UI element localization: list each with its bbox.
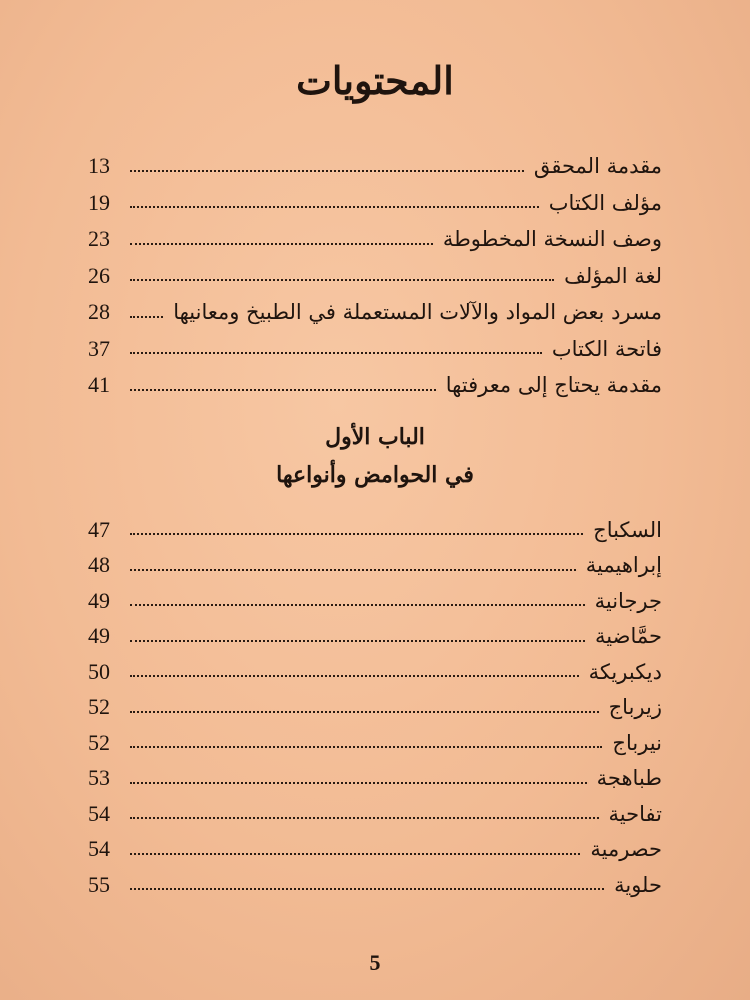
toc-entry [88, 761, 662, 797]
dot-leader [130, 568, 576, 571]
toc-entry-page-number: 52 [88, 729, 110, 755]
toc-entry-label: لغة المؤلف [564, 263, 662, 288]
toc-entry-page-number: 47 [88, 516, 110, 542]
toc-entry [88, 294, 662, 331]
toc-entry [88, 331, 662, 368]
toc-entry [88, 512, 662, 548]
toc-entry-page-number: 50 [88, 658, 110, 684]
chapter-title: الباب الأول [325, 424, 425, 450]
toc-entry [88, 221, 662, 258]
dot-leader [130, 816, 599, 819]
page-title: المحتويات [296, 58, 454, 103]
toc-entry-page-number: 49 [88, 587, 110, 613]
toc-entry-label: جرجانية [594, 588, 662, 613]
dot-leader [130, 710, 599, 713]
toc-entry-label: طباهجة [596, 766, 662, 791]
intro-contents-list [88, 148, 662, 404]
toc-entry-page-number: 19 [88, 189, 110, 215]
toc-entry-page-number: 54 [88, 800, 110, 826]
dot-leader [130, 351, 542, 354]
toc-entry [88, 185, 662, 222]
page-number: 5 [369, 950, 381, 975]
chapter-subtitle: في الحوامض وأنواعها [276, 462, 474, 488]
toc-entry-page-number: 23 [88, 226, 110, 252]
toc-entry-label: ديكبريكة [588, 659, 662, 684]
dot-leader [130, 603, 585, 606]
dot-leader [130, 781, 587, 784]
dot-leader [130, 852, 580, 855]
toc-entry [88, 583, 662, 619]
dot-leader [130, 887, 604, 890]
toc-entry-label: مسرد بعض المواد والآلات المستعملة في الطبيخ ومعانيها [173, 300, 662, 325]
toc-entry-label: حصرمية [590, 837, 662, 862]
toc-entry [88, 148, 662, 185]
toc-entry-label: مقدمة المحقق [533, 154, 662, 179]
toc-entry [88, 367, 662, 404]
toc-entry-label: السكباج [593, 517, 662, 542]
toc-entry [88, 796, 662, 832]
toc-entry [88, 654, 662, 690]
toc-entry [88, 725, 662, 761]
toc-entry-label: زيرباج [608, 695, 662, 720]
toc-entry-page-number: 55 [88, 871, 110, 897]
toc-entry-page-number: 53 [88, 765, 110, 791]
dot-leader [130, 674, 579, 677]
toc-entry-page-number: 13 [88, 153, 110, 179]
toc-entry-page-number: 37 [88, 335, 110, 361]
dot-leader [130, 639, 585, 642]
toc-entry [88, 867, 662, 903]
toc-entry-label: إبراهيمية [585, 553, 662, 578]
dot-leader [130, 388, 436, 391]
toc-entry [88, 619, 662, 655]
toc-entry [88, 832, 662, 868]
dot-leader [130, 169, 524, 172]
toc-entry-label: مؤلف الكتاب [548, 190, 662, 215]
toc-entry [88, 548, 662, 584]
dot-leader [130, 315, 163, 318]
toc-entry-page-number: 49 [88, 623, 110, 649]
toc-entry-label: حلوية [614, 872, 662, 897]
toc-entry-page-number: 54 [88, 836, 110, 862]
toc-entry [88, 690, 662, 726]
toc-entry-page-number: 28 [88, 299, 110, 325]
toc-entry-page-number: 48 [88, 552, 110, 578]
toc-entry-label: مقدمة يحتاج إلى معرفتها [445, 373, 662, 398]
dot-leader [130, 242, 433, 245]
toc-entry-page-number: 52 [88, 694, 110, 720]
toc-entry-page-number: 41 [88, 372, 110, 398]
toc-entry-label: وصف النسخة المخطوطة [442, 227, 662, 252]
chapter-contents-list [88, 512, 662, 903]
dot-leader [130, 205, 539, 208]
toc-entry [88, 258, 662, 295]
dot-leader [130, 278, 554, 281]
dot-leader [130, 532, 583, 535]
toc-entry-label: فاتحة الكتاب [551, 336, 662, 361]
toc-entry-label: تفاحية [608, 801, 662, 826]
toc-entry-label: نيرباج [612, 730, 662, 755]
dot-leader [130, 745, 602, 748]
toc-entry-label: حمَّاضية [595, 624, 662, 649]
toc-entry-page-number: 26 [88, 262, 110, 288]
